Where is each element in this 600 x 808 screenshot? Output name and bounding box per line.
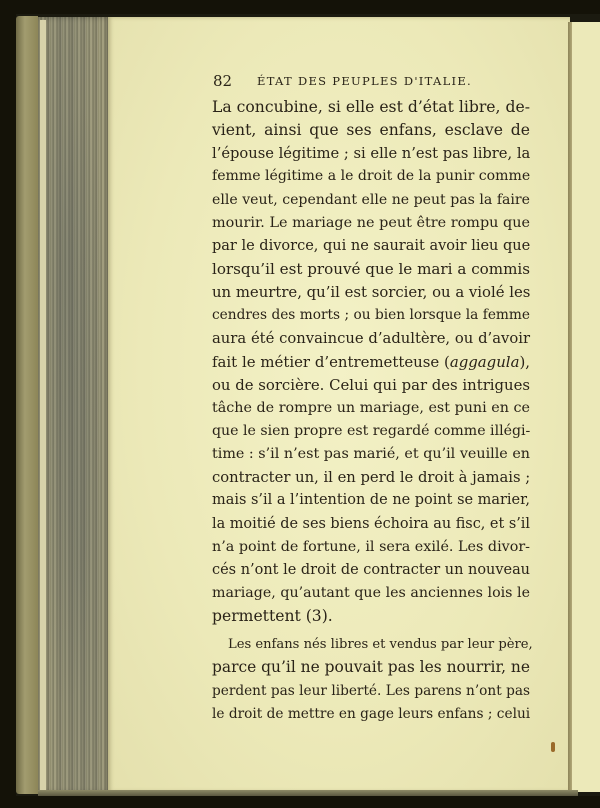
text-line: le droit de mettre en gage leurs enfans ; celui	[212, 705, 531, 722]
text-line: vient, ainsi que ses enfans, esclave de	[212, 121, 530, 140]
paragraph-2	[212, 633, 533, 726]
text-segment: fait le métier d’entremetteuse (	[212, 352, 450, 371]
text-line: la moitié de ses biens échoira au fisc, et s’il	[212, 515, 531, 532]
text-line: time : s’il n’est pas marié, et qu’il veuille en	[212, 446, 530, 463]
text-line: parce qu’il ne pouvait pas les nourrir, ne	[212, 658, 531, 677]
text-line: femme légitime a le droit de la punir comme	[212, 168, 531, 185]
text-line: mourir. Le mariage ne peut être rompu que	[212, 214, 530, 231]
text-line: tâche de rompre un mariage, est puni en ce	[212, 399, 530, 416]
paper-stain	[551, 742, 555, 752]
text-line: mais s’il a l’intention de ne point se marier,	[212, 492, 530, 509]
text-segment: ),	[519, 352, 530, 371]
page-stack-highlight	[40, 20, 46, 790]
text-line: Les enfans nés libres et vendus par leur père,	[228, 637, 533, 653]
text-line: ou de sorcière. Celui qui par des intrigues	[212, 375, 530, 394]
body-text	[212, 96, 533, 726]
text-line: n’a point de fortune, il sera exilé. Les divor-	[212, 538, 530, 555]
text-line: cendres des morts ; ou bien lorsque la femme	[212, 307, 530, 324]
text-line: lorsqu’il est prouvé que le mari a commis	[212, 259, 530, 278]
book-cover-edge	[16, 16, 38, 794]
text-line: par le divorce, qui ne saurait avoir lieu que	[212, 237, 531, 254]
text-line: perdent pas leur liberté. Les parens n’ont pas	[212, 682, 530, 699]
text-line: mariage, qu’autant que les anciennes lois le	[212, 584, 530, 601]
text-line-with-italic	[212, 351, 530, 374]
text-line: un meurtre, qu’il est sorcier, ou a violé les	[212, 283, 531, 302]
text-line: l’épouse légitime ; si elle n’est pas libre, la	[212, 145, 531, 163]
page-number: 82	[213, 72, 233, 90]
page-header	[213, 72, 533, 90]
paragraph-1	[212, 96, 530, 628]
running-head: ÉTAT DES PEUPLES D'ITALIE.	[257, 74, 473, 88]
text-line: contracter un, il en perd le droit à jamais ;	[212, 469, 531, 487]
text-line: La concubine, si elle est d’état libre, de-	[212, 98, 530, 116]
page-stack-edge	[38, 17, 108, 793]
text-line: elle veut, cependant elle ne peut pas la faire	[212, 191, 530, 208]
italic-term: aggagula	[449, 352, 520, 371]
text-line: cés n’ont le droit de contracter un nouveau	[212, 561, 530, 578]
text-line: que le sien propre est regardé comme illégi-	[212, 422, 531, 439]
text-line: aura été convaincue d’adultère, ou d’avoir	[212, 330, 530, 348]
facing-page-edge	[572, 22, 600, 792]
book-bottom-edge	[38, 790, 578, 796]
text-line: permettent (3).	[212, 607, 333, 626]
